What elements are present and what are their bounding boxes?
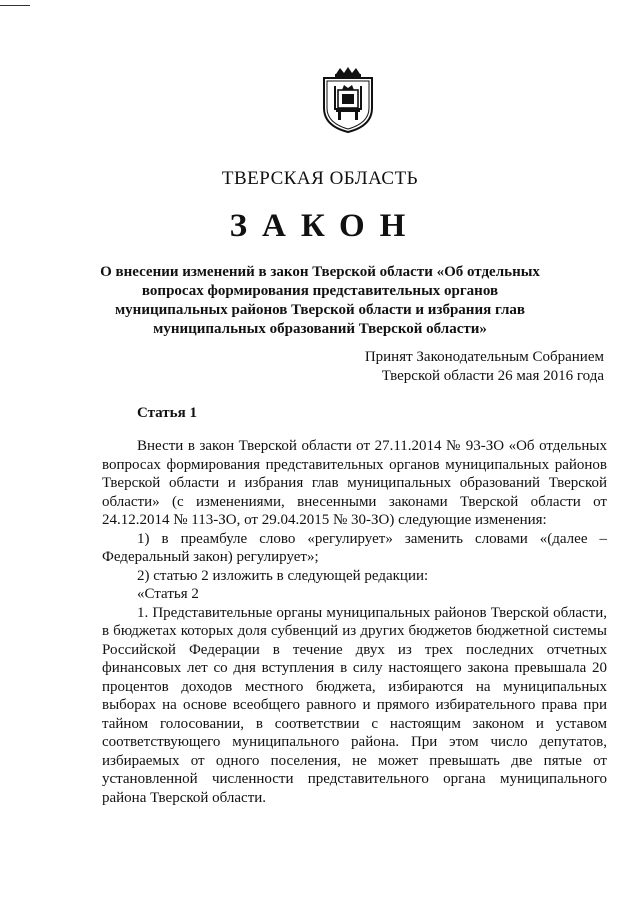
article-paragraph-item-1: 1) в преамбуле слово «регулирует» заменить словами «(далее – Федеральный закон) регулирует»; <box>102 530 607 565</box>
region-name: ТВЕРСКАЯ ОБЛАСТЬ <box>221 168 419 189</box>
article-paragraph-clause-1: 1. Представительные органы муниципальных районов Тверской области, в бюджетах которых доля субвенций из других бюджетов бюджетной системы Российской Федерации в течение двух из трех последних отчетных финансовых лет со дня вступления в силу настоящего закона превышала 20 процентов доходов местного бюджета, избираются на муниципальных выборах на основе всеобщего равного и прямого избирательного права при тайном голосовании, в соответствии с настоящим законом и уставом соответствующего муниципального района. При этом число депутатов, избираемых от одного поселения, не может превышать две пятые от установленной численности представительного органа муниципального района Тверской области. <box>102 604 607 806</box>
law-title: О внесении изменений в закон Тверской области «Об отдельных вопросах формирования представительных органов муниципальных районов Тверской области и избрания глав муниципальных образований Тверской области» <box>100 264 540 337</box>
adoption-note <box>365 348 604 386</box>
article-body <box>102 437 607 807</box>
article-quoted-heading: «Статья 2 <box>137 586 199 602</box>
adoption-line-2: Тверской области 26 мая 2016 года <box>381 368 604 384</box>
article-paragraph-intro: Внести в закон Тверской области от 27.11.2014 № 93-ЗО «Об отдельных вопросах формирования представительных органов муниципальных районов Тверской области и избрания глав муниципальных образований Тверской области» (с изменениями, внесенными законами Тверской области от 24.12.2014 № 113-ЗО, от 29.04.2015 № 30-ЗО) следующие изменения: <box>102 438 607 528</box>
adoption-line-1: Принят Законодательным Собранием <box>364 349 604 365</box>
document-type-heading: ЗАКОН <box>229 208 421 244</box>
scan-corner-mark <box>0 0 30 6</box>
tver-coat-of-arms-icon <box>320 66 376 134</box>
article-heading: Статья 1 <box>137 405 197 421</box>
article-paragraph-item-2: 2) статью 2 изложить в следующей редакции: <box>137 567 429 584</box>
